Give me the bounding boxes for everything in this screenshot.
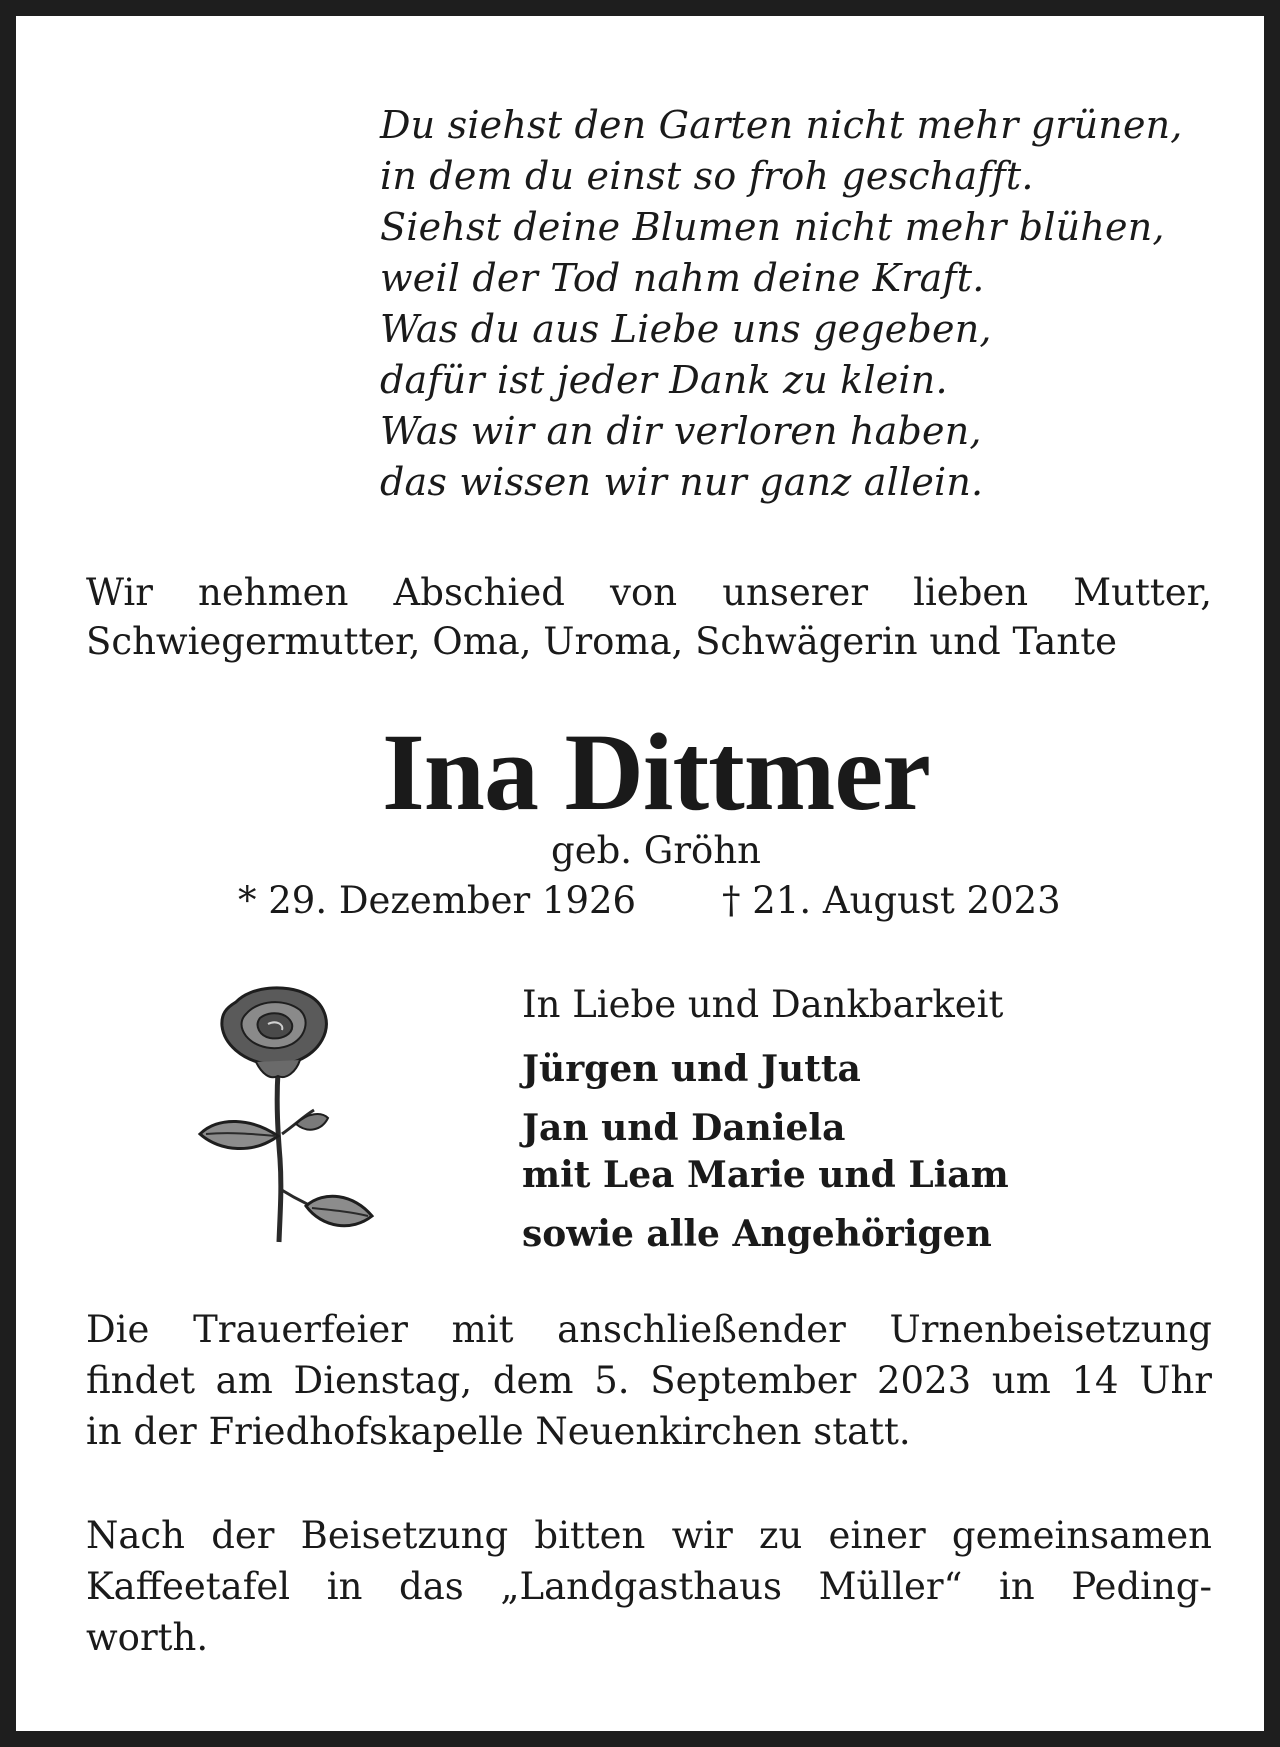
family-member: Jürgen und Jutta	[522, 1048, 861, 1090]
coffee-line: worth.	[86, 1616, 209, 1659]
poem	[380, 100, 1240, 508]
death-date: † 21. August 2023	[722, 879, 1061, 922]
family-member: mit Lea Marie und Liam	[522, 1154, 1009, 1196]
coffee-line: Kaffeetafel in das „Landgasthaus Müller“ in Peding-	[86, 1565, 1212, 1608]
rose-icon	[196, 984, 386, 1249]
funeral-line: findet am Dienstag, dem 5. September 2023 um 14 Uhr	[86, 1359, 1212, 1402]
poem-line: in dem du einst so froh geschafft.	[380, 154, 1034, 198]
birth-date: * 29. Dezember 1926	[238, 879, 637, 922]
family-member: Jan und Daniela	[522, 1107, 846, 1149]
life-dates	[16, 878, 1280, 926]
poem-line: dafür ist jeder Dank zu klein.	[380, 358, 948, 402]
poem-line: Siehst deine Blumen nicht mehr blühen,	[380, 205, 1165, 249]
family-member: sowie alle Angehörigen	[522, 1213, 992, 1255]
maiden-name: geb. Gröhn	[551, 829, 761, 872]
funeral-line: in der Friedhofskapelle Neuenkirchen statt.	[86, 1410, 911, 1453]
coffee-line: Nach der Beisetzung bitten wir zu einer gemeinsamen	[86, 1514, 1212, 1557]
family-lead: In Liebe und Dankbarkeit	[522, 983, 1004, 1026]
family-signature	[522, 982, 1222, 1258]
poem-line: das wissen wir nur ganz allein.	[380, 460, 984, 504]
funeral-line: Die Trauerfeier mit anschließender Urnenbeisetzung	[86, 1308, 1212, 1351]
intro-line: Schwiegermutter, Oma, Uroma, Schwägerin und Tante	[86, 620, 1117, 663]
funeral-info	[86, 1304, 1212, 1457]
poem-line: Was wir an dir verloren haben,	[380, 409, 982, 453]
poem-line: Was du aus Liebe uns gegeben,	[380, 307, 992, 351]
poem-line: Du siehst den Garten nicht mehr grünen,	[380, 103, 1183, 147]
intro-line: Wir nehmen Abschied von unserer lieben Mutter,	[86, 571, 1212, 614]
farewell-intro	[86, 568, 1212, 666]
poem-line: weil der Tod nahm deine Kraft.	[380, 256, 985, 300]
coffee-invitation	[86, 1510, 1212, 1663]
deceased-name: Ina Dittmer	[381, 711, 931, 833]
